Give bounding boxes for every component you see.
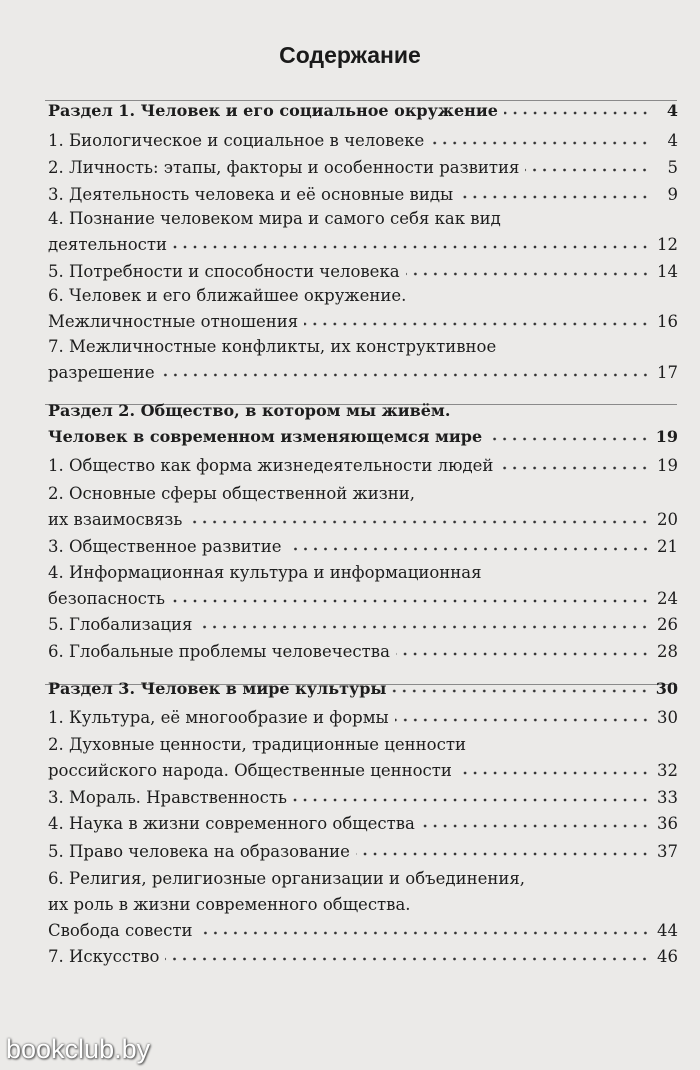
entry-text: 7. Межличностные конфликты, их конструктивное xyxy=(48,337,497,356)
entry-text: 2. Личность: этапы, факторы и особенности развития xyxy=(48,158,520,177)
page-number: 30 xyxy=(657,708,678,727)
entry-text: 2. Основные сферы общественной жизни, xyxy=(48,484,415,503)
page-number: 4 xyxy=(667,131,678,150)
toc-entry xyxy=(48,257,678,283)
toc-entry xyxy=(48,610,678,636)
toc-entry xyxy=(48,890,678,916)
page-number: 5 xyxy=(667,158,678,177)
entry-text: 3. Мораль. Нравственность xyxy=(48,788,287,807)
page-number: 30 xyxy=(655,679,678,698)
entry-text: 5. Потребности и способности человека xyxy=(48,262,400,281)
dot-leader xyxy=(406,269,650,279)
toc-entry xyxy=(48,307,678,333)
entry-text: 6. Глобальные проблемы человечества xyxy=(48,642,390,661)
entry-text: Межличностные отношения xyxy=(48,312,299,331)
dot-leader xyxy=(392,686,649,696)
dot-leader xyxy=(199,928,650,938)
dot-leader xyxy=(458,768,650,778)
dot-leader xyxy=(430,138,650,148)
dot-leader xyxy=(188,517,650,527)
page-number: 17 xyxy=(657,363,678,382)
toc-entry xyxy=(48,942,678,968)
page-number: 21 xyxy=(657,537,678,556)
entry-text: 2. Духовные ценности, традиционные ценности xyxy=(48,735,466,754)
toc-entry xyxy=(48,204,678,230)
dot-leader xyxy=(421,821,650,831)
dot-leader xyxy=(161,370,650,380)
site-watermark: bookclub.by xyxy=(6,1034,151,1064)
dot-leader xyxy=(395,715,650,725)
toc-entry xyxy=(48,783,678,809)
entry-text: 6. Религия, религиозные организации и объединения, xyxy=(48,869,525,888)
page-number: 9 xyxy=(667,185,678,204)
section-heading-text: Раздел 2. Общество, в котором мы живём. xyxy=(48,401,451,420)
page-number: 37 xyxy=(657,842,678,861)
page-number: 16 xyxy=(657,312,678,331)
toc-entry xyxy=(48,153,678,179)
page-number: 36 xyxy=(657,814,678,833)
entry-text: 3. Деятельность человека и её основные виды xyxy=(48,185,454,204)
dot-leader xyxy=(288,544,651,554)
toc-entry xyxy=(48,358,678,384)
section-heading-text: Раздел 3. Человек в мире культуры xyxy=(48,679,387,698)
entry-text: 1. Культура, её многообразие и формы xyxy=(48,708,389,727)
dot-leader xyxy=(488,434,650,444)
toc-entry xyxy=(48,180,678,206)
toc-entry xyxy=(48,126,678,152)
toc-entry xyxy=(48,332,678,358)
page-number: 28 xyxy=(657,642,678,661)
toc-entry xyxy=(48,451,678,477)
entry-text: разрешение xyxy=(48,363,155,382)
entry-text: 4. Информационная культура и информационная xyxy=(48,563,482,582)
dot-leader xyxy=(504,108,650,118)
page-number: 46 xyxy=(657,947,678,966)
dot-leader xyxy=(525,165,650,175)
toc-entry xyxy=(48,864,678,890)
entry-text: 4. Познание человеком мира и самого себя как вид xyxy=(48,209,501,228)
page-number: 32 xyxy=(657,761,678,780)
toc-entry xyxy=(48,584,678,610)
section-heading-text: Раздел 1. Человек и его социальное окружение xyxy=(48,101,498,120)
page-number: 14 xyxy=(657,262,678,281)
toc-entry xyxy=(48,916,678,942)
page-title: Содержание xyxy=(279,42,421,68)
toc-entry xyxy=(48,809,678,835)
toc-entry xyxy=(48,837,678,863)
dot-leader xyxy=(356,849,650,859)
dot-leader xyxy=(165,954,650,964)
toc-entry xyxy=(48,637,678,663)
entry-text: 5. Глобализация xyxy=(48,615,193,634)
section-heading xyxy=(48,674,678,700)
dot-leader xyxy=(396,649,650,659)
section-heading xyxy=(48,396,678,422)
toc-entry xyxy=(48,479,678,505)
page-number: 12 xyxy=(657,235,678,254)
entry-text: безопасность xyxy=(48,589,165,608)
page-number: 4 xyxy=(666,101,678,120)
page-number: 26 xyxy=(657,615,678,634)
dot-leader xyxy=(304,319,650,329)
entry-text: их взаимосвязь xyxy=(48,510,183,529)
entry-text: их роль в жизни современного общества. xyxy=(48,895,411,914)
dot-leader xyxy=(171,596,650,606)
toc-entry xyxy=(48,558,678,584)
entry-text: 1. Биологическое и социальное в человеке xyxy=(48,131,425,150)
page-number: 24 xyxy=(657,589,678,608)
toc-entry xyxy=(48,505,678,531)
entry-text: 3. Общественное развитие xyxy=(48,537,282,556)
section-heading-text: Человек в современном изменяющемся мире xyxy=(48,427,483,446)
page-number: 19 xyxy=(657,456,678,475)
toc-entry xyxy=(48,730,678,756)
entry-text: 1. Общество как форма жизнедеятельности людей xyxy=(48,456,494,475)
page-number: 19 xyxy=(655,427,678,446)
toc-entry xyxy=(48,703,678,729)
page-number: 44 xyxy=(657,921,678,940)
entry-text: деятельности xyxy=(48,235,167,254)
dot-leader xyxy=(198,622,650,632)
dot-leader xyxy=(173,242,650,252)
toc-entry xyxy=(48,230,678,256)
section-heading xyxy=(48,422,678,448)
section-heading xyxy=(48,96,678,122)
entry-text: Свобода совести xyxy=(48,921,193,940)
entry-text: 7. Искусство xyxy=(48,947,160,966)
page-number: 33 xyxy=(657,788,678,807)
page-number: 20 xyxy=(657,510,678,529)
dot-leader xyxy=(499,463,650,473)
dot-leader xyxy=(293,795,650,805)
entry-text: 5. Право человека на образование xyxy=(48,842,350,861)
entry-text: 6. Человек и его ближайшее окружение. xyxy=(48,286,407,305)
dot-leader xyxy=(459,192,650,202)
entry-text: 4. Наука в жизни современного общества xyxy=(48,814,415,833)
toc-entry xyxy=(48,756,678,782)
toc-entry xyxy=(48,281,678,307)
toc-entry xyxy=(48,532,678,558)
entry-text: российского народа. Общественные ценности xyxy=(48,761,452,780)
